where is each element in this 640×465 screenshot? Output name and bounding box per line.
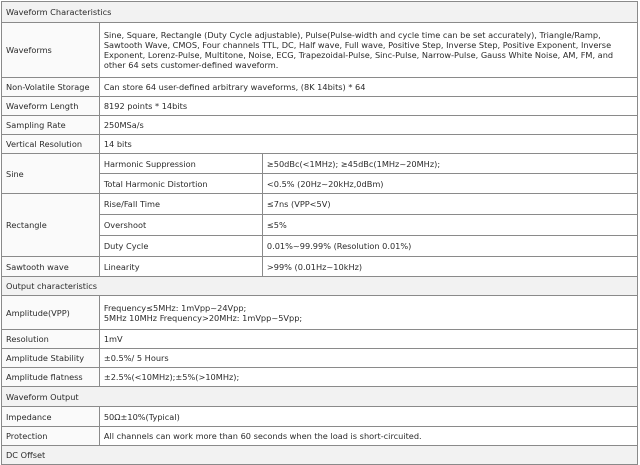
row-value-vertical-resolution: 14 bits — [99, 135, 637, 154]
row-value-waveform-length: 8192 points * 14bits — [99, 97, 637, 116]
row-label-vertical-resolution: Vertical Resolution — [2, 135, 100, 154]
row-value-amplitude-stability: ±0.5%/ 5 Hours — [99, 349, 637, 368]
table-row-waveforms — [2, 23, 638, 78]
table-row-waveform-length — [2, 97, 638, 116]
value-linearity: >99% (0.01Hz~10kHz) — [262, 257, 637, 277]
table-row-sampling-rate — [2, 116, 638, 135]
table-row-amplitude — [2, 296, 638, 330]
section-output-characteristics — [2, 277, 638, 296]
table-row-amplitude-stability — [2, 349, 638, 368]
row-label-non-volatile-storage: Non-Volatile Storage — [2, 78, 100, 97]
section-title: Waveform Output — [2, 387, 638, 407]
value-rise-fall-time: ≤7ns (VPP<5V) — [262, 194, 637, 215]
row-value-resolution: 1mV — [99, 330, 637, 349]
row-label-amplitude-stability: Amplitude Stability — [2, 349, 100, 368]
table-row-amplitude-flatness — [2, 368, 638, 387]
section-title: DC Offset — [2, 446, 638, 465]
row-value-non-volatile-storage: Can store 64 user-defined arbitrary waveforms, (8K 14bits) * 64 — [99, 78, 637, 97]
amplitude-line-1: Frequency≤5MHz: 1mVpp~24Vpp; — [103, 302, 247, 313]
param-linearity: Linearity — [99, 257, 262, 277]
row-value-waveforms: Sine, Square, Rectangle (Duty Cycle adjustable), Pulse(Pulse-width and cycle time can be set accurately), Triangle/Ramp, Sawtooth Wave, CMOS, Four channels TTL, DC, Half wave, Full wave, Positive Step, Inverse Step, Positive Exponent, Inverse Exponent, Lorenz-Pulse, Multitone, Noise, ECG, Trapezoidal-Pulse, Sinc-Pulse, Narrow-Pulse, Gauss White Noise, AM, FM, and other 64 sets customer-defined waveform. — [99, 23, 637, 78]
section-title: Output characteristics — [2, 277, 638, 296]
value-total-harmonic-distortion: <0.5% (20Hz~20kHz,0dBm) — [262, 174, 637, 194]
row-label-impedance: Impedance — [2, 407, 100, 427]
value-harmonic-suppression: ≥50dBc(<1MHz); ≥45dBc(1MHz~20MHz); — [262, 154, 637, 174]
table-row-vertical-resolution — [2, 135, 638, 154]
section-title: Waveform Characteristics — [2, 2, 638, 23]
table-row-sine-harmonic-suppression — [2, 154, 638, 174]
spec-table — [1, 1, 638, 465]
row-value-sampling-rate: 250MSa/s — [99, 116, 637, 135]
row-label-amplitude: Amplitude(VPP) — [2, 296, 100, 330]
amplitude-line-2: 5MHz 10MHz Frequency>20MHz: 1mVpp~5Vpp; — [103, 312, 303, 323]
row-label-resolution: Resolution — [2, 330, 100, 349]
row-label-sine: Sine — [2, 154, 100, 194]
row-label-rectangle: Rectangle — [2, 194, 100, 257]
row-label-sampling-rate: Sampling Rate — [2, 116, 100, 135]
value-duty-cycle: 0.01%~99.99% (Resolution 0.01%) — [262, 236, 637, 257]
value-overshoot: ≤5% — [262, 215, 637, 236]
row-value-impedance: 50Ω±10%(Typical) — [99, 407, 637, 427]
param-duty-cycle: Duty Cycle — [99, 236, 262, 257]
section-waveform-characteristics — [2, 2, 638, 23]
param-harmonic-suppression: Harmonic Suppression — [99, 154, 262, 174]
table-row-sawtooth — [2, 257, 638, 277]
row-value-amplitude-flatness: ±2.5%(<10MHz);±5%(>10MHz); — [99, 368, 637, 387]
row-label-protection: Protection — [2, 427, 100, 446]
table-row-impedance — [2, 407, 638, 427]
row-value-protection: All channels can work more than 60 seconds when the load is short-circuited. — [99, 427, 637, 446]
param-total-harmonic-distortion: Total Harmonic Distortion — [99, 174, 262, 194]
section-waveform-output — [2, 387, 638, 407]
table-row-resolution — [2, 330, 638, 349]
row-label-amplitude-flatness: Amplitude flatness — [2, 368, 100, 387]
param-overshoot: Overshoot — [99, 215, 262, 236]
row-value-amplitude — [99, 296, 637, 330]
table-row-rectangle-rise-fall — [2, 194, 638, 215]
row-label-sawtooth: Sawtooth wave — [2, 257, 100, 277]
table-row-non-volatile-storage — [2, 78, 638, 97]
row-label-waveform-length: Waveform Length — [2, 97, 100, 116]
row-label-waveforms: Waveforms — [2, 23, 100, 78]
table-row-protection — [2, 427, 638, 446]
param-rise-fall-time: Rise/Fall Time — [99, 194, 262, 215]
